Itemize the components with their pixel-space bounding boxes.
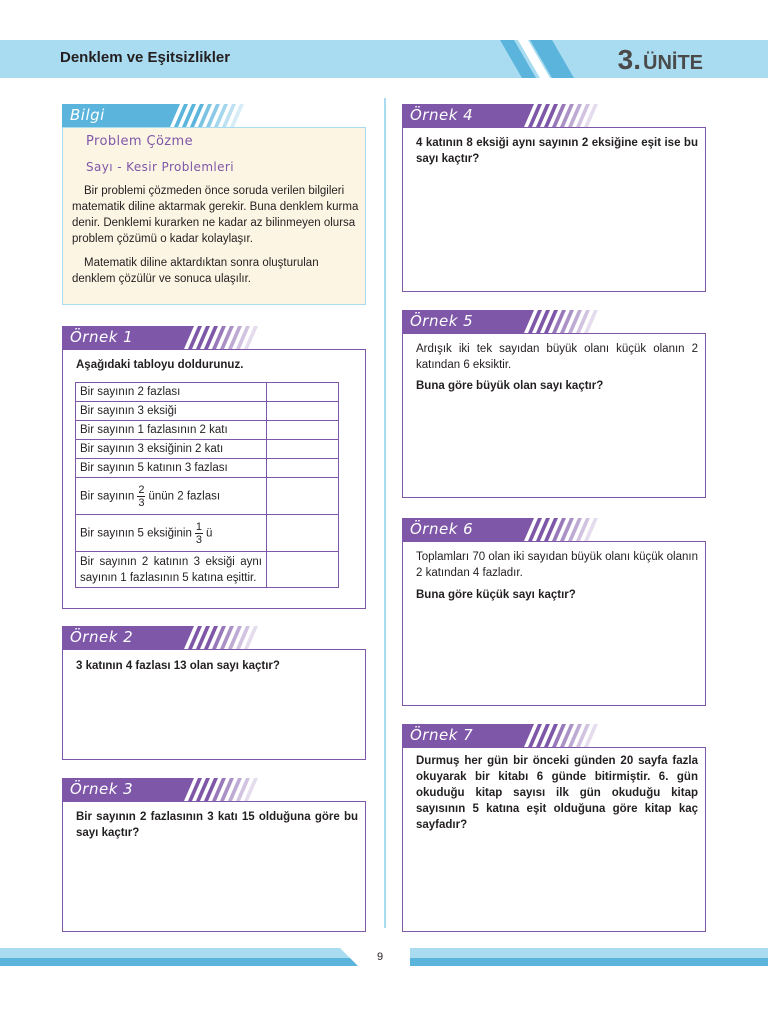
table-row: [76, 421, 339, 440]
ornek5-question: Buna göre büyük olan sayı kaçtır?: [416, 380, 604, 392]
table-cell: Bir sayının 2 fazlası: [76, 383, 267, 402]
tab-stripes: [180, 778, 310, 801]
ornek1-table: [75, 382, 339, 588]
row6-suffix: ünün 2 fazlası: [148, 490, 221, 503]
unit-number: 3.: [617, 44, 641, 75]
ornek3-tab-label: Örnek 3: [70, 780, 134, 798]
table-cell: [76, 515, 267, 552]
table-row: [76, 459, 339, 478]
row7-suffix: ü: [206, 527, 213, 540]
ornek4-tab-label: Örnek 4: [410, 106, 474, 124]
bilgi-heading-problem: Problem Çözme: [86, 134, 193, 149]
table-cell: Bir sayının 3 eksiği: [76, 402, 267, 421]
table-row: [76, 383, 339, 402]
ornek2-tab-label: Örnek 2: [70, 628, 134, 646]
answer-cell[interactable]: [267, 552, 339, 588]
tab-stripes: [180, 626, 310, 649]
ornek4-tab: [402, 104, 706, 127]
table-row: [76, 515, 339, 552]
table-cell: [76, 478, 267, 515]
table-cell: Bir sayının 5 katının 3 fazlası: [76, 459, 267, 478]
ornek5-text: Ardışık iki tek sayıdan büyük olanı küçük olanın 2 katından 6 eksiktir.: [416, 343, 698, 371]
ornek6-tab: [402, 518, 706, 541]
bilgi-heading-sayi-kesir: Sayı - Kesir Problemleri: [86, 160, 234, 174]
table-cell: Bir sayının 1 fazlasının 2 katı: [76, 421, 267, 440]
fraction-numerator: 1: [195, 520, 202, 533]
ornek4-question: 4 katının 8 eksiği aynı sayının 2 eksiğine eşit ise bu sayı kaçtır?: [416, 137, 698, 165]
answer-cell[interactable]: [267, 440, 339, 459]
answer-cell[interactable]: [267, 459, 339, 478]
bilgi-tab-label: Bilgi: [70, 106, 105, 124]
ornek1-question: Aşağıdaki tabloyu doldurunuz.: [76, 359, 244, 371]
ornek3-tab: [62, 778, 366, 801]
chapter-title: Denklem ve Eşitsizlikler: [60, 49, 231, 66]
table-row: [76, 478, 339, 515]
row7-prefix: Bir sayının 5 eksiğinin: [80, 527, 192, 540]
answer-cell[interactable]: [267, 515, 339, 552]
fraction-denominator: 3: [195, 533, 202, 546]
fraction-numerator: 2: [138, 483, 145, 496]
answer-cell[interactable]: [267, 402, 339, 421]
ornek7-tab-label: Örnek 7: [410, 726, 474, 744]
ornek1-tab: [62, 326, 366, 349]
bilgi-paragraph-2: Matematik diline aktardıktan sonra oluşturulan denklem çözülür ve sonuca ulaşılır.: [72, 257, 319, 285]
answer-cell[interactable]: [267, 421, 339, 440]
tab-stripes: [166, 104, 296, 127]
bilgi-paragraph-1: Bir problemi çözmeden önce soruda verilen bilgileri matematik diline aktarmak gerekir. Buna denklem kurma denir. Denklemi kurarken ne kadar az bilinmeyen olursa problem çözümü o kadar kolaylaşır.: [72, 185, 359, 245]
tab-stripes: [520, 724, 650, 747]
ornek7-question: Durmuş her gün bir önceki günden 20 sayfa fazla okuyarak bir kitabı 6 günde bitirmiştir. 6. gün okuduğu kitap sayısı ilk gün okuduğu kitap sayısının 5 katına eşit olduğuna göre kitap kaç sayfadır?: [416, 755, 698, 831]
table-cell: Bir sayının 3 eksiğinin 2 katı: [76, 440, 267, 459]
ornek5-tab: [402, 310, 706, 333]
row6-prefix: Bir sayının: [80, 490, 135, 503]
table-row: [76, 440, 339, 459]
unit-text: ÜNİTE: [643, 52, 703, 74]
page-number: 9: [377, 951, 384, 963]
ornek6-text: Toplamları 70 olan iki sayıdan büyük olanı küçük olanın 2 katından 4 fazladır.: [416, 551, 698, 579]
tab-stripes: [520, 518, 650, 541]
fraction: [137, 484, 145, 509]
ornek6-tab-label: Örnek 6: [410, 520, 474, 538]
ornek2-question: 3 katının 4 fazlası 13 olan sayı kaçtır?: [76, 660, 280, 672]
tab-stripes: [520, 104, 650, 127]
tab-stripes: [180, 326, 310, 349]
ornek2-tab: [62, 626, 366, 649]
column-divider: [384, 98, 386, 928]
bilgi-tab: [62, 104, 366, 127]
table-cell: Bir sayının 2 katının 3 eksiği aynı sayının 1 fazlasının 5 katına eşittir.: [76, 552, 267, 588]
unit-label: [618, 44, 703, 76]
ornek5-tab-label: Örnek 5: [410, 312, 474, 330]
ornek1-tab-label: Örnek 1: [70, 328, 134, 346]
ornek6-question: Buna göre küçük sayı kaçtır?: [416, 589, 576, 601]
fraction: [195, 521, 203, 546]
table-row: [76, 402, 339, 421]
tab-stripes: [520, 310, 650, 333]
ornek3-question: Bir sayının 2 fazlasının 3 katı 15 olduğuna göre bu sayı kaçtır?: [76, 811, 358, 839]
ornek7-tab: [402, 724, 706, 747]
fraction-denominator: 3: [138, 496, 145, 509]
footer-notch: [340, 948, 410, 968]
answer-cell[interactable]: [267, 383, 339, 402]
answer-cell[interactable]: [267, 478, 339, 515]
table-row: [76, 552, 339, 588]
header-stripes: [500, 40, 590, 78]
